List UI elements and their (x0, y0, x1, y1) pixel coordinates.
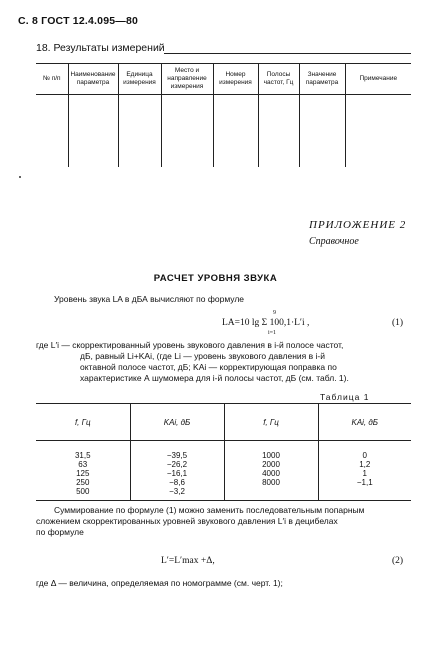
table-cell: 500 (76, 487, 90, 496)
appendix-label: ПРИЛОЖЕНИЕ 2 (309, 219, 407, 231)
table-1-caption: Таблица 1 (320, 392, 370, 402)
table-cell: 1000 (262, 451, 280, 460)
calculation-title: РАСЧЕТ УРОВНЯ ЗВУКА (153, 273, 278, 284)
header-correction: KAi, дБ (318, 404, 411, 441)
formula-1: LA=10 lg Σ 100,1·L′i , (222, 318, 310, 328)
results-table-empty-row (36, 95, 411, 168)
definition-line: где L′i — скорректированный уровень звукового давления в i-й полосе частот, (36, 340, 344, 350)
results-col-header: Полосы частот, Гц (258, 64, 299, 95)
results-table (36, 63, 411, 167)
running-header: С. 8 ГОСТ 12.4.095—80 (18, 15, 139, 27)
results-col-header: Номер измерения (213, 64, 258, 95)
results-col-header: Примечание (345, 64, 411, 95)
summation-line: по формуле (36, 527, 84, 537)
correction-table-header (36, 404, 411, 441)
table-cell: −1,1 (356, 478, 373, 487)
table-cell: 125 (76, 469, 90, 478)
correction-column (318, 441, 411, 501)
header-frequency: f, Гц (36, 404, 130, 441)
results-cell (161, 95, 213, 168)
table-cell: −3,2 (169, 487, 185, 496)
table-cell: 2000 (262, 460, 280, 469)
results-table-header-row (36, 64, 411, 95)
table-cell: −16,1 (166, 469, 188, 478)
summation-paragraph (36, 505, 411, 538)
results-cell (68, 95, 118, 168)
summation-line: сложением скорректированных уровней звукового давления L′i в децибелах (36, 516, 338, 526)
table-cell: 8000 (262, 478, 280, 487)
results-cell (36, 95, 68, 168)
sum-lower-limit: i=1 (268, 330, 277, 336)
frequency-column (224, 441, 318, 501)
header-frequency: f, Гц (224, 404, 318, 441)
formula-2-number: (2) (392, 556, 404, 566)
results-col-header: № п/п (36, 64, 68, 95)
table-cell: 4000 (262, 469, 280, 478)
results-section-title: 18. Результаты измерений (36, 42, 165, 54)
results-cell (258, 95, 299, 168)
title-underline (164, 53, 411, 54)
table-cell: 63 (78, 460, 88, 469)
formula-2: L′=L′max +Δ, (161, 556, 215, 566)
correction-table (36, 403, 411, 501)
appendix-type: Справочное (309, 236, 359, 247)
results-cell (213, 95, 258, 168)
results-cell (118, 95, 161, 168)
frequency-column (36, 441, 130, 501)
table-cell: 250 (76, 478, 90, 487)
results-col-header: Место и направление измерения (161, 64, 213, 95)
table-cell: 1 (362, 469, 367, 478)
table-cell: −26,2 (166, 460, 188, 469)
table-cell: −39,5 (166, 451, 188, 460)
results-col-header: Значение параметра (299, 64, 345, 95)
correction-table-body (36, 441, 411, 501)
table-cell: −8,6 (169, 478, 185, 487)
intro-paragraph: Уровень звука LA в дБА вычисляют по формуле (54, 294, 245, 304)
correction-column (130, 441, 224, 501)
margin-mark (19, 176, 21, 178)
sum-upper-limit: 9 (273, 310, 276, 316)
formula-1-number: (1) (392, 318, 404, 328)
definition-line: дБ, равный Li+KAi, (где Li — уровень звукового давления в i-й (80, 351, 325, 361)
definition-paragraph (36, 340, 411, 384)
header-correction: KAi, дБ (130, 404, 224, 441)
table-cell: 0 (362, 451, 367, 460)
results-cell (345, 95, 411, 168)
table-cell: 1,2 (359, 460, 371, 469)
definition-line: октавной полосе частот, дБ; KAi — корректирующая поправка по (80, 362, 337, 372)
results-col-header: Наименование параметра (68, 64, 118, 95)
definition-line: характеристике А шумомера для i-й полосы частот, дБ (см. табл. 1). (80, 373, 349, 383)
delta-definition: где Δ — величина, определяемая по номограмме (см. черт. 1); (36, 578, 283, 588)
results-cell (299, 95, 345, 168)
table-cell: 31,5 (74, 451, 91, 460)
results-col-header: Единица измерения (118, 64, 161, 95)
summation-line: Суммирование по формуле (1) можно заменить последовательным попарным (54, 505, 365, 515)
